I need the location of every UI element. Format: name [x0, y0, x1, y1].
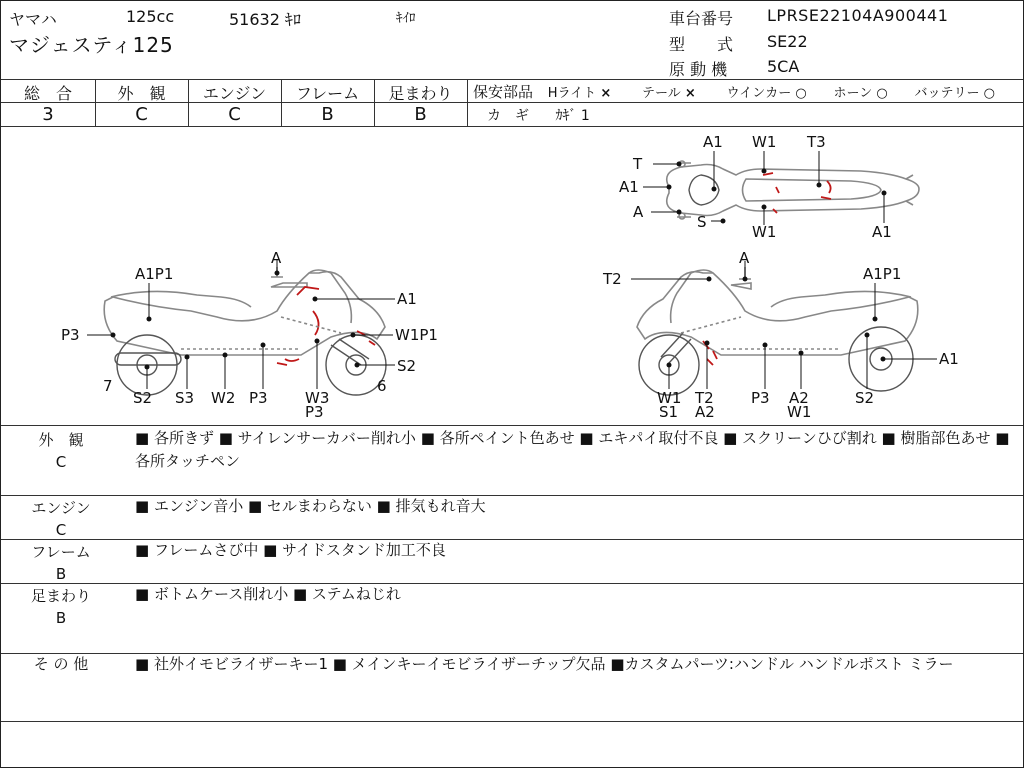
- grade-exterior: 外 観 C: [117, 84, 166, 125]
- label-A1: A1: [703, 133, 723, 151]
- section-exterior: 外 観 C ■ 各所きず ■ サイレンサーカバー削れ小 ■ 各所ペイント色あせ ■ エキパイ取付不良 ■ スクリーンひび割れ ■ 樹脂部色あせ ■ 各所タッチペン: [38, 429, 1010, 471]
- engine-value: 5CA: [767, 57, 800, 76]
- grade-overall: 総 合 3: [23, 84, 72, 125]
- engine-label: 原 動 機: [669, 60, 728, 79]
- label-6: 6: [377, 377, 387, 395]
- divider: [467, 102, 1023, 103]
- label-A1: A1: [872, 223, 892, 241]
- label-W1P1: W1P1: [395, 326, 438, 344]
- left-view-scooter: [104, 267, 386, 395]
- divider: [1, 79, 1023, 80]
- label-A2: A2: [789, 389, 809, 407]
- type-value: SE22: [767, 32, 808, 51]
- label-A1P1: A1P1: [863, 265, 902, 283]
- maker: ヤマハ: [9, 10, 57, 29]
- label-P3: P3: [751, 389, 770, 407]
- grade-suspension: 足まわり B: [388, 84, 453, 125]
- top-view-scooter: [667, 161, 919, 219]
- label-T: T: [633, 155, 643, 173]
- key-label: カ ギ: [487, 108, 529, 124]
- section-frame: フレーム B ■ フレームさび中 ■ サイドスタンド加工不良: [31, 541, 446, 583]
- safety-item-tail: テール ×: [642, 86, 696, 101]
- mileage-unit: ｷｲﾛ: [396, 11, 416, 26]
- grade-engine: エンジン C: [202, 84, 267, 125]
- label-A: A: [739, 249, 750, 267]
- divider: [467, 79, 468, 126]
- label-S2: S2: [133, 389, 153, 407]
- label-W1: W1: [787, 403, 812, 421]
- mileage: 51632 ｷﾛ: [229, 10, 301, 29]
- divider: [1, 721, 1023, 722]
- label-W1: W1: [752, 223, 777, 241]
- section-engine: エンジン C ■ エンジン音小 ■ セルまわらない ■ 排気もれ音大: [31, 497, 486, 539]
- label-S2: S2: [397, 357, 417, 375]
- label-S2: S2: [855, 389, 875, 407]
- section-other: そ の 他 ■ 社外イモビライザーキー1 ■ メインキーイモビライザーチップ欠品 ■カスタムパーツ:ハンドル ハンドルポスト ミラー: [33, 655, 954, 673]
- label-A2: A2: [695, 403, 715, 421]
- label-S1: S1: [659, 403, 679, 421]
- safety-item-winker: ウインカー ○: [726, 86, 807, 101]
- key-row: [487, 105, 590, 125]
- label-W1: W1: [657, 389, 682, 407]
- label-A1: A1: [939, 350, 959, 368]
- type-label: 型 式: [669, 35, 734, 54]
- label-W3: W3: [305, 389, 330, 407]
- label-T2: T2: [603, 270, 622, 288]
- label-A1P1: A1P1: [135, 265, 174, 283]
- label-7: 7: [103, 377, 113, 395]
- label-P3: P3: [305, 403, 324, 421]
- safety-title: 保安部品: [473, 83, 534, 101]
- label-P3: P3: [249, 389, 268, 407]
- label-A1: A1: [397, 290, 417, 308]
- safety-item-battery: バッテリー ○: [914, 86, 995, 101]
- grade-frame: フレーム B: [295, 84, 360, 125]
- label-S3: S3: [175, 389, 195, 407]
- label-W1: W1: [752, 133, 777, 151]
- displacement: 125cc: [126, 7, 175, 26]
- vin-label: 車台番号: [669, 9, 734, 28]
- vin-value: LPRSE22104A900441: [767, 6, 949, 25]
- model-name: マジェスティ125: [9, 33, 174, 57]
- safety-item-headlight: Hライト ×: [547, 86, 612, 101]
- key-value: ｶｷﾞ 1: [555, 108, 590, 124]
- label-T2: T2: [695, 389, 714, 407]
- label-A1: A1: [619, 178, 639, 196]
- label-S: S: [697, 213, 707, 231]
- section-suspension: 足まわり B ■ ボトムケース削れ小 ■ ステムねじれ: [30, 585, 401, 627]
- safety-parts-row: [473, 81, 995, 102]
- right-view-scooter: [637, 267, 918, 395]
- label-W2: W2: [211, 389, 236, 407]
- label-P3: P3: [61, 326, 80, 344]
- damage-diagram: [1, 127, 1023, 425]
- label-A: A: [271, 249, 282, 267]
- label-A: A: [633, 203, 644, 221]
- label-T3: T3: [807, 133, 826, 151]
- safety-item-horn: ホーン ○: [833, 86, 888, 101]
